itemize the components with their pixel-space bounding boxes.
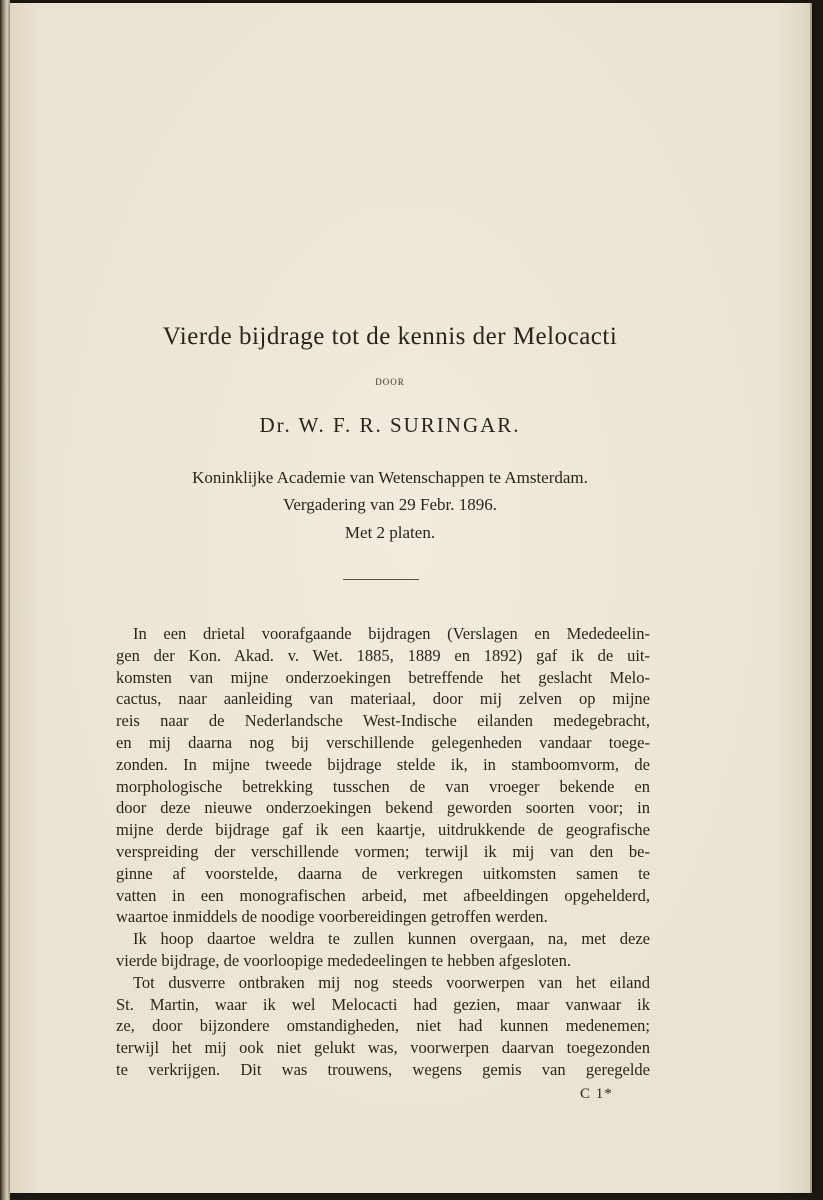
body-line: ze, door bijzondere omstandigheden, niet had kunnen medenemen;: [116, 1016, 650, 1036]
body-line: morphologische betrekking tusschen de van vroeger bekende en: [116, 776, 650, 796]
institution-line: Koninklijke Academie van Wetenschappen te Amsterdam.: [192, 468, 588, 487]
body-line: vierde bijdrage, de voorloopige mededeelingen te hebben afgesloten.: [116, 950, 571, 970]
meeting-date-line: Vergadering van 29 Febr. 1896.: [282, 495, 498, 514]
body-line: en mij daarna nog bij verschillende gelegenheden vandaar toege-: [116, 732, 650, 752]
body-line: Tot dusverre ontbraken mij nog steeds voorwerpen van het eiland: [133, 972, 650, 992]
signature-mark: C 1*: [580, 1086, 613, 1102]
body-line: door deze nieuwe onderzoekingen bekend geworden soorten voor; in: [116, 798, 650, 818]
body-line: terwijl het mij ook niet gelukt was, voorwerpen daarvan toegezonden: [116, 1038, 650, 1058]
body-line: waartoe inmiddels de noodige voorbereidingen getroffen werden.: [116, 907, 548, 927]
body-line: verspreiding der verschillende vormen; terwijl ik mij van den be-: [116, 841, 650, 861]
body-line: zonden. In mijne tweede bijdrage stelde ik, in stamboomvorm, de: [116, 754, 650, 774]
author-name: Dr. W. F. R. SURINGAR.: [259, 413, 521, 437]
body-line: vatten in een monografischen arbeid, met afbeeldingen opgehelderd,: [116, 885, 650, 905]
body-line: reis naar de Nederlandsche West-Indische eilanden medegebracht,: [116, 711, 650, 731]
body-line: komsten van mijne onderzoekingen betreffende het geslacht Melo-: [116, 667, 650, 687]
body-line: In een drietal voorafgaande bijdragen (Verslagen en Mededeelin-: [133, 624, 650, 643]
body-line: gen der Kon. Akad. v. Wet. 1885, 1889 en 1892) gaf ik de uit-: [116, 645, 650, 665]
body-line: cactus, naar aanleiding van materiaal, door mij zelven op mijne: [116, 689, 650, 709]
body-line: St. Martin, waar ik wel Melocacti had gezien, maar vanwaar ik: [116, 994, 650, 1014]
body-line: mijne derde bijdrage gaf ik een kaartje, uitdrukkende de geografische: [116, 820, 650, 840]
body-line: Ik hoop daartoe weldra te zullen kunnen overgaan, na, met deze: [133, 929, 650, 949]
body-text: [116, 623, 650, 1081]
document-page: [10, 3, 812, 1193]
plates-line: Met 2 platen.: [344, 523, 436, 542]
byline-door: DOOR: [375, 377, 405, 387]
binding-edge: [0, 0, 10, 1200]
separator-rule: [343, 579, 419, 580]
article-title: Vierde bijdrage tot de kennis der Melocacti: [162, 323, 618, 350]
body-line: te verkrijgen. Dit was trouwens, wegens gemis van geregelde: [116, 1059, 650, 1079]
body-line: ginne af voorstelde, daarna de verkregen uitkomsten samen te: [116, 863, 650, 883]
